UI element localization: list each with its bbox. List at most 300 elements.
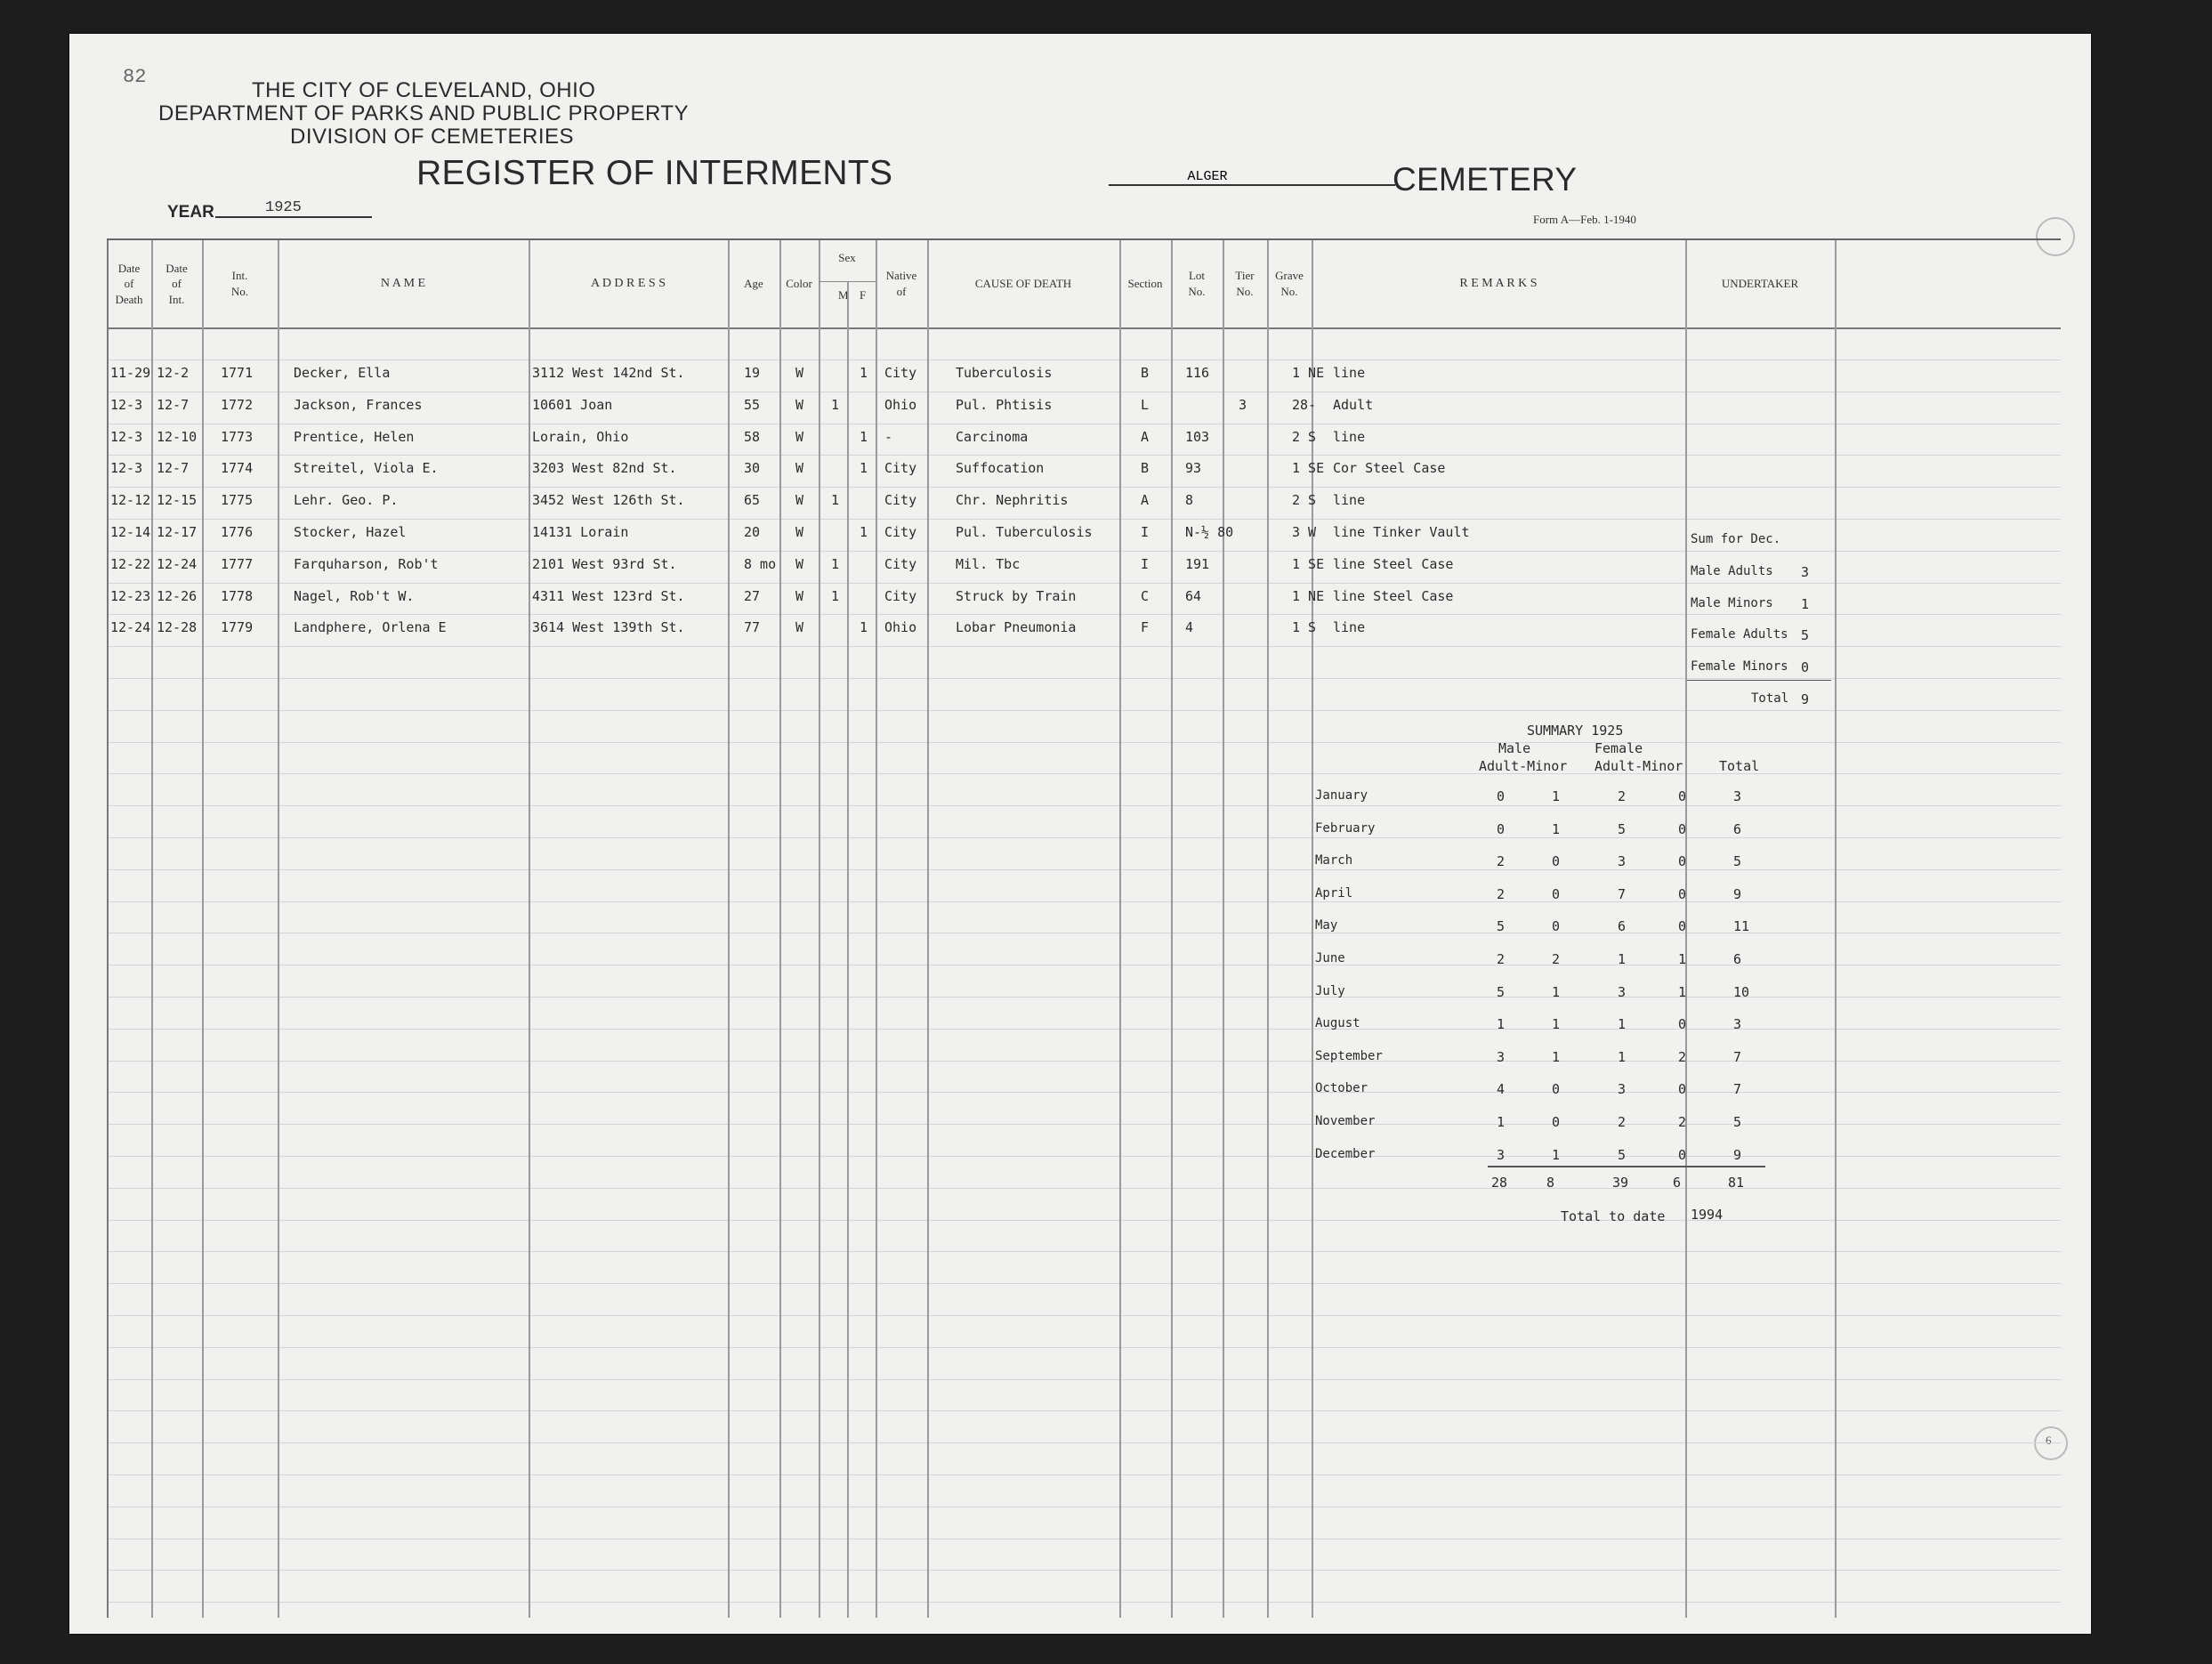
interment-number: 1778 xyxy=(221,588,254,604)
summary-value: 7 xyxy=(1733,1081,1742,1097)
date-of-interment: 12-15 xyxy=(157,492,198,508)
remarks: line xyxy=(1333,492,1366,508)
summary-month: May xyxy=(1315,918,1338,933)
decedent-name: Lehr. Geo. P. xyxy=(294,492,399,508)
undertaker-note-value: 1 xyxy=(1801,596,1810,612)
summary-value: 5 xyxy=(1733,853,1742,869)
undertaker-note-value: 9 xyxy=(1801,691,1810,707)
ruled-line xyxy=(107,869,2061,870)
summary-value: 0 xyxy=(1678,1147,1687,1163)
decedent-age: 55 xyxy=(744,397,761,413)
summary-value: 2 xyxy=(1618,1114,1627,1130)
decedent-address: 14131 Lorain xyxy=(532,524,629,540)
summary-total: 28 xyxy=(1491,1175,1508,1191)
margin-mark: 6 xyxy=(2046,1434,2052,1447)
cause-of-death: Carcinoma xyxy=(956,429,1029,445)
date-of-death: 12-3 xyxy=(110,397,143,413)
sex-female: 1 xyxy=(860,365,868,381)
section: F xyxy=(1141,619,1150,635)
col-address: A D D R E S S xyxy=(590,276,666,290)
col-sex-m: M xyxy=(838,288,849,302)
department-heading: DEPARTMENT OF PARKS AND PUBLIC PROPERTY xyxy=(158,101,690,125)
section: C xyxy=(1141,588,1150,604)
summary-value: 4 xyxy=(1497,1081,1506,1097)
summary-value: 1 xyxy=(1552,788,1561,804)
summary-female-sub: Adult-Minor xyxy=(1594,758,1683,774)
summary-value: 1 xyxy=(1618,1016,1627,1032)
decedent-address: Lorain, Ohio xyxy=(532,429,629,445)
grave-number: 2 S xyxy=(1292,429,1317,445)
decedent-color: W xyxy=(795,460,804,476)
summary-value: 9 xyxy=(1733,1147,1742,1163)
summary-total-to-date: 1994 xyxy=(1691,1207,1724,1223)
bleed-through-text xyxy=(1351,78,1357,103)
native-of: - xyxy=(884,429,893,445)
decedent-age: 30 xyxy=(744,460,761,476)
ruled-line xyxy=(107,837,2061,838)
summary-month: February xyxy=(1315,821,1376,836)
date-of-interment: 12-17 xyxy=(157,524,198,540)
date-of-death: 12-22 xyxy=(110,556,151,572)
summary-total: 8 xyxy=(1546,1175,1555,1191)
native-of: Ohio xyxy=(884,397,917,413)
date-of-interment: 12-7 xyxy=(157,460,190,476)
date-of-death: 12-12 xyxy=(110,492,151,508)
sex-female: 1 xyxy=(860,619,868,635)
col-cause: CAUSE OF DEATH xyxy=(974,277,1072,291)
summary-month: April xyxy=(1315,886,1353,901)
col-rule xyxy=(529,240,530,1618)
remarks: line Steel Case xyxy=(1333,588,1454,604)
summary-value: 0 xyxy=(1678,886,1687,902)
summary-value: 2 xyxy=(1678,1049,1687,1065)
summary-value: 3 xyxy=(1733,788,1742,804)
ruled-line xyxy=(107,1029,2061,1030)
cemetery-label: CEMETERY xyxy=(1393,161,1578,198)
decedent-age: 8 mo xyxy=(744,556,777,572)
ruled-line xyxy=(107,773,2061,774)
summary-value: 0 xyxy=(1552,918,1561,934)
sex-female: 1 xyxy=(860,429,868,445)
sex-male: 1 xyxy=(831,397,840,413)
native-of: City xyxy=(884,365,917,381)
ruled-line xyxy=(107,1315,2061,1316)
date-of-death: 12-23 xyxy=(110,588,151,604)
decedent-color: W xyxy=(795,397,804,413)
summary-value: 1 xyxy=(1618,951,1627,967)
ruled-line xyxy=(107,455,2061,456)
page-number: 82 xyxy=(123,66,147,88)
lot-number: 64 xyxy=(1185,588,1202,604)
summary-value: 3 xyxy=(1618,1081,1627,1097)
ruled-line xyxy=(107,1156,2061,1157)
cause-of-death: Pul. Phtisis xyxy=(956,397,1053,413)
decedent-address: 3452 West 126th St. xyxy=(532,492,685,508)
summary-value: 1 xyxy=(1552,1016,1561,1032)
col-rule xyxy=(107,240,109,1618)
ruled-line xyxy=(107,1410,2061,1411)
section: B xyxy=(1141,460,1150,476)
ruled-line xyxy=(107,359,2061,360)
ruled-line xyxy=(107,901,2061,902)
date-of-death: 12-14 xyxy=(110,524,151,540)
ruled-line xyxy=(107,1283,2061,1284)
summary-female-label: Female xyxy=(1594,740,1643,756)
ruled-line xyxy=(107,710,2061,711)
decedent-name: Farquharson, Rob't xyxy=(294,556,439,572)
remarks: Cor Steel Case xyxy=(1333,460,1446,476)
summary-total: 39 xyxy=(1612,1175,1629,1191)
summary-total-label: Total xyxy=(1719,758,1760,774)
decedent-address: 3203 West 82nd St. xyxy=(532,460,677,476)
section: I xyxy=(1141,524,1150,540)
summary-value: 1 xyxy=(1497,1016,1506,1032)
summary-value: 3 xyxy=(1618,984,1627,1000)
decedent-address: 3614 West 139th St. xyxy=(532,619,685,635)
ruled-line xyxy=(107,1092,2061,1093)
ledger-table xyxy=(107,238,2061,1618)
date-of-death: 12-3 xyxy=(110,429,143,445)
col-rule xyxy=(819,240,820,1618)
summary-male-label: Male xyxy=(1498,740,1531,756)
register-sheet xyxy=(69,34,2091,1634)
summary-title: SUMMARY 1925 xyxy=(1527,723,1624,739)
summary-value: 11 xyxy=(1733,918,1750,934)
summary-value: 5 xyxy=(1733,1114,1742,1130)
native-of: City xyxy=(884,492,917,508)
summary-value: 2 xyxy=(1678,1114,1687,1130)
undertaker-note-value: 5 xyxy=(1801,627,1810,643)
ruled-line xyxy=(107,646,2061,647)
ruled-line xyxy=(107,1188,2061,1189)
lot-number: 93 xyxy=(1185,460,1202,476)
undertaker-note-label: Male Minors xyxy=(1691,596,1773,610)
sex-male: 1 xyxy=(831,588,840,604)
summary-value: 1 xyxy=(1678,951,1687,967)
summary-value: 0 xyxy=(1678,1081,1687,1097)
cause-of-death: Mil. Tbc xyxy=(956,556,1021,572)
date-of-interment: 12-28 xyxy=(157,619,198,635)
col-section: Section xyxy=(1127,277,1163,291)
date-of-interment: 12-7 xyxy=(157,397,190,413)
interment-number: 1776 xyxy=(221,524,254,540)
decedent-age: 27 xyxy=(744,588,761,604)
grave-number: 28- xyxy=(1292,397,1317,413)
decedent-age: 19 xyxy=(744,365,761,381)
section: A xyxy=(1141,492,1150,508)
sex-male: 1 xyxy=(831,492,840,508)
decedent-color: W xyxy=(795,588,804,604)
decedent-name: Prentice, Helen xyxy=(294,429,415,445)
decedent-age: 77 xyxy=(744,619,761,635)
col-rule xyxy=(1312,240,1313,1618)
col-rule xyxy=(151,240,153,1618)
summary-value: 1 xyxy=(1497,1114,1506,1130)
summary-value: 2 xyxy=(1497,951,1506,967)
decedent-name: Landphere, Orlena E xyxy=(294,619,447,635)
decedent-name: Nagel, Rob't W. xyxy=(294,588,415,604)
summary-value: 0 xyxy=(1552,886,1561,902)
col-rule xyxy=(779,240,781,1618)
summary-value: 5 xyxy=(1618,1147,1627,1163)
summary-male-sub: Adult-Minor xyxy=(1479,758,1568,774)
ruled-line xyxy=(107,1506,2061,1507)
summary-value: 6 xyxy=(1733,821,1742,837)
native-of: City xyxy=(884,556,917,572)
native-of: City xyxy=(884,588,917,604)
decedent-color: W xyxy=(795,524,804,540)
remarks: line xyxy=(1333,365,1366,381)
summary-value: 6 xyxy=(1618,918,1627,934)
ruled-line xyxy=(107,1061,2061,1062)
summary-value: 9 xyxy=(1733,886,1742,902)
year-value: 1925 xyxy=(215,199,372,218)
col-sex-f: F xyxy=(860,288,867,302)
col-sex: Sex xyxy=(838,251,856,265)
summary-value: 2 xyxy=(1618,788,1627,804)
grave-number: 3 W xyxy=(1292,524,1317,540)
summary-value: 0 xyxy=(1497,821,1506,837)
col-date-death: Date of Death xyxy=(115,261,143,306)
date-of-death: 11-29 xyxy=(110,365,151,381)
undertaker-note-label: Male Adults xyxy=(1691,564,1773,578)
summary-value: 1 xyxy=(1552,1049,1561,1065)
col-remarks: R E M A R K S xyxy=(1459,276,1538,290)
decedent-age: 65 xyxy=(744,492,761,508)
ruled-line xyxy=(107,1251,2061,1252)
col-rule xyxy=(1171,240,1173,1618)
col-rule xyxy=(927,240,929,1618)
interment-number: 1777 xyxy=(221,556,254,572)
register-title: REGISTER OF INTERMENTS xyxy=(416,154,893,192)
interment-number: 1775 xyxy=(221,492,254,508)
ruled-line xyxy=(107,1379,2061,1380)
cause-of-death: Pul. Tuberculosis xyxy=(956,524,1093,540)
section: A xyxy=(1141,429,1150,445)
ruled-line xyxy=(107,742,2061,743)
ruled-line xyxy=(107,1442,2061,1443)
date-of-death: 12-3 xyxy=(110,460,143,476)
cemetery-name: ALGER xyxy=(1187,169,1228,184)
col-rule xyxy=(1223,240,1224,1618)
ruled-line xyxy=(107,997,2061,998)
ruled-line xyxy=(107,583,2061,584)
lot-number: N-½ 80 xyxy=(1185,524,1234,540)
col-rule xyxy=(876,240,877,1618)
form-note: Form A—Feb. 1-1940 xyxy=(1533,213,1636,226)
summary-total: 6 xyxy=(1673,1175,1682,1191)
date-of-interment: 12-10 xyxy=(157,429,198,445)
grave-number: 1 S xyxy=(1292,619,1317,635)
undertaker-note-label: Female Adults xyxy=(1691,627,1788,642)
summary-month: September xyxy=(1315,1049,1383,1063)
section: L xyxy=(1141,397,1150,413)
summary-month: July xyxy=(1315,984,1345,998)
undertaker-note-value: 3 xyxy=(1801,564,1810,580)
summary-value: 6 xyxy=(1733,951,1742,967)
cause-of-death: Suffocation xyxy=(956,460,1045,476)
col-tier: Tier No. xyxy=(1235,269,1255,298)
lot-number: 8 xyxy=(1185,492,1194,508)
date-of-interment: 12-24 xyxy=(157,556,198,572)
ruled-line xyxy=(107,1347,2061,1348)
interment-number: 1773 xyxy=(221,429,254,445)
summary-value: 1 xyxy=(1552,821,1561,837)
col-rule xyxy=(728,240,730,1618)
col-int-no: Int. No. xyxy=(230,269,249,298)
col-age: Age xyxy=(744,277,763,291)
native-of: Ohio xyxy=(884,619,917,635)
cemetery-name-field xyxy=(1109,169,1395,186)
summary-value: 0 xyxy=(1678,821,1687,837)
sex-female: 1 xyxy=(860,524,868,540)
summary-value: 2 xyxy=(1552,951,1561,967)
decedent-address: 4311 West 123rd St. xyxy=(532,588,685,604)
decedent-color: W xyxy=(795,492,804,508)
section: B xyxy=(1141,365,1150,381)
col-lot: Lot No. xyxy=(1188,269,1206,298)
col-rule xyxy=(1835,240,1837,1618)
undertaker-note-label: Sum for Dec. xyxy=(1691,532,1781,546)
summary-value: 5 xyxy=(1618,821,1627,837)
tier-number: 3 xyxy=(1239,397,1247,413)
summary-value: 0 xyxy=(1678,1016,1687,1032)
col-color: Color xyxy=(786,277,812,291)
cause-of-death: Struck by Train xyxy=(956,588,1077,604)
col-native: Native of xyxy=(885,269,917,298)
ruled-line xyxy=(107,519,2061,520)
lot-number: 116 xyxy=(1185,365,1210,381)
sex-male: 1 xyxy=(831,556,840,572)
decedent-name: Jackson, Frances xyxy=(294,397,423,413)
interment-number: 1771 xyxy=(221,365,254,381)
ruled-line xyxy=(107,614,2061,615)
col-date-int: Date of Int. xyxy=(165,261,188,306)
summary-month: October xyxy=(1315,1081,1368,1095)
ruled-line xyxy=(107,1474,2061,1475)
decedent-name: Stocker, Hazel xyxy=(294,524,407,540)
remarks: line xyxy=(1333,619,1366,635)
summary-value: 3 xyxy=(1497,1049,1506,1065)
summary-value: 5 xyxy=(1497,918,1506,934)
city-heading: THE CITY OF CLEVELAND, OHIO xyxy=(252,78,596,102)
summary-value: 7 xyxy=(1733,1049,1742,1065)
undertaker-note-label: Female Minors xyxy=(1691,659,1788,674)
undertaker-note-label: Total xyxy=(1751,691,1789,706)
decedent-address: 2101 West 93rd St. xyxy=(532,556,677,572)
date-of-interment: 12-26 xyxy=(157,588,198,604)
interment-number: 1779 xyxy=(221,619,254,635)
division-heading: DIVISION OF CEMETERIES xyxy=(290,125,575,149)
summary-value: 0 xyxy=(1678,918,1687,934)
summary-month: January xyxy=(1315,788,1368,803)
col-rule xyxy=(847,281,849,1618)
col-grave: Grave No. xyxy=(1275,269,1304,298)
summary-month: August xyxy=(1315,1016,1360,1030)
summary-value: 0 xyxy=(1552,1114,1561,1130)
ruled-line xyxy=(107,1220,2061,1221)
cause-of-death: Lobar Pneumonia xyxy=(956,619,1077,635)
decedent-color: W xyxy=(795,556,804,572)
remarks: Adult xyxy=(1333,397,1374,413)
grave-number: 1 NE xyxy=(1292,365,1325,381)
native-of: City xyxy=(884,460,917,476)
summary-value: 1 xyxy=(1678,984,1687,1000)
lot-number: 4 xyxy=(1185,619,1194,635)
summary-total-to-date-label: Total to date xyxy=(1561,1208,1666,1224)
sex-header-rule xyxy=(819,281,876,282)
summary-value: 1 xyxy=(1552,1147,1561,1163)
summary-total-rule xyxy=(1488,1166,1765,1167)
section: I xyxy=(1141,556,1150,572)
header-rule xyxy=(107,327,2061,329)
grave-number: 2 S xyxy=(1292,492,1317,508)
decedent-age: 20 xyxy=(744,524,761,540)
col-rule xyxy=(278,240,279,1618)
cause-of-death: Tuberculosis xyxy=(956,365,1053,381)
remarks: line xyxy=(1333,429,1366,445)
decedent-color: W xyxy=(795,365,804,381)
interment-number: 1772 xyxy=(221,397,254,413)
col-rule xyxy=(1119,240,1121,1618)
ruled-line xyxy=(107,1124,2061,1125)
summary-value: 1 xyxy=(1618,1049,1627,1065)
summary-value: 0 xyxy=(1552,853,1561,869)
sex-female: 1 xyxy=(860,460,868,476)
year-label: YEAR xyxy=(167,203,214,222)
ruled-line xyxy=(107,678,2061,679)
cause-of-death: Chr. Nephritis xyxy=(956,492,1069,508)
summary-value: 0 xyxy=(1497,788,1506,804)
summary-value: 2 xyxy=(1497,853,1506,869)
grave-number: 1 SE xyxy=(1292,556,1325,572)
ruled-line xyxy=(107,487,2061,488)
decedent-age: 58 xyxy=(744,429,761,445)
decedent-address: 3112 West 142nd St. xyxy=(532,365,685,381)
ruled-line xyxy=(107,1570,2061,1571)
summary-value: 3 xyxy=(1618,853,1627,869)
interment-number: 1774 xyxy=(221,460,254,476)
remarks: line Steel Case xyxy=(1333,556,1454,572)
summary-month: June xyxy=(1315,951,1345,965)
undertaker-total-rule xyxy=(1687,680,1831,681)
summary-value: 3 xyxy=(1733,1016,1742,1032)
col-rule xyxy=(1267,240,1269,1618)
summary-month: December xyxy=(1315,1147,1376,1161)
summary-value: 2 xyxy=(1497,886,1506,902)
col-undertaker: UNDERTAKER xyxy=(1721,277,1799,291)
summary-month: March xyxy=(1315,853,1353,868)
remarks: line Tinker Vault xyxy=(1333,524,1470,540)
col-name: N A M E xyxy=(380,276,426,290)
col-rule xyxy=(202,240,204,1618)
summary-value: 3 xyxy=(1497,1147,1506,1163)
ruled-line xyxy=(107,551,2061,552)
undertaker-note-value: 0 xyxy=(1801,659,1810,675)
summary-total: 81 xyxy=(1728,1175,1745,1191)
summary-value: 0 xyxy=(1552,1081,1561,1097)
decedent-color: W xyxy=(795,619,804,635)
decedent-name: Decker, Ella xyxy=(294,365,391,381)
date-of-interment: 12-2 xyxy=(157,365,190,381)
summary-month: November xyxy=(1315,1114,1376,1128)
native-of: City xyxy=(884,524,917,540)
summary-value: 1 xyxy=(1552,984,1561,1000)
summary-value: 0 xyxy=(1678,788,1687,804)
decedent-color: W xyxy=(795,429,804,445)
ruled-line xyxy=(107,1602,2061,1603)
date-of-death: 12-24 xyxy=(110,619,151,635)
